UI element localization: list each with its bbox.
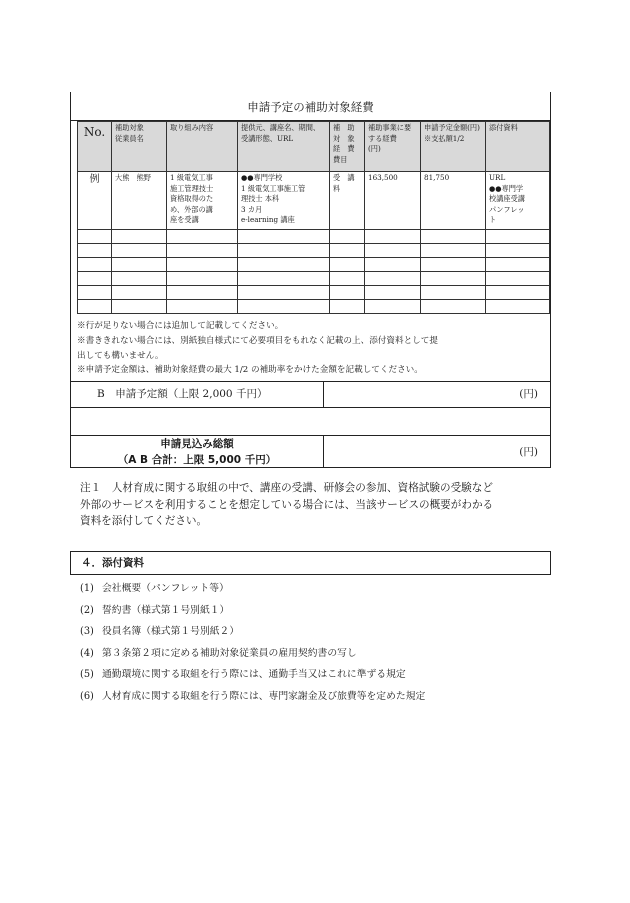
table-cell[interactable] [330,286,365,300]
b-amount-field[interactable]: (円) [519,388,538,400]
table-cell[interactable] [421,272,486,286]
table-cell[interactable] [421,258,486,272]
table-cell[interactable] [238,244,330,258]
note-line: ※書ききれない場合には、別紙独自様式にて必要項目をもれなく記載の上、添付資料として提 [77,336,438,346]
table-cell[interactable] [167,272,238,286]
table-cell[interactable] [238,258,330,272]
list-item: (5) 通勤環境に関する取組を行う際には、通勤手当又はこれに準ずる規定 [80,669,406,680]
table-cell[interactable] [421,230,486,244]
table-cell[interactable] [486,272,550,286]
table-cell[interactable] [78,258,112,272]
table-cell[interactable] [486,286,550,300]
table-cell[interactable] [78,230,112,244]
table-cell[interactable] [365,300,421,314]
example-no: 例 [78,172,112,230]
table-cell[interactable] [238,272,330,286]
attachment-list [80,578,550,707]
table-cell[interactable] [365,286,421,300]
example-provider: ●●専門学校 1 級電気工事施工管 理技士 本科 3 カ月 e-learning 講座 [238,172,330,230]
table-cell[interactable] [486,244,550,258]
list-item: (1) 会社概要（パンフレット等） [80,583,229,594]
example-row [78,172,550,230]
table-cell[interactable] [365,244,421,258]
table-cell[interactable] [167,300,238,314]
table-row[interactable] [78,258,550,272]
table-cell[interactable] [421,286,486,300]
table-cell[interactable] [486,300,550,314]
header-project-cost: 補助事業に要する経費 (円) [365,122,421,172]
table-row[interactable] [78,244,550,258]
list-item: (6) 人材育成に関する取組を行う際には、専門家謝金及び旅費等を定めた規定 [80,690,426,702]
table-cell[interactable] [78,244,112,258]
example-project-cost: 163,500 [365,172,421,230]
table-cell[interactable] [112,230,167,244]
divider [71,407,550,408]
header-content: 取り組み内容 [167,122,238,172]
table-row[interactable] [78,286,550,300]
total-limit-label: （A B 合計：上限 5,000 千円） [117,454,277,466]
header-expense-item: 補 助 対 象 経 費 費目 [330,122,365,172]
list-item: (4) 第３条第２項に定める補助対象従業員の雇用契約書の写し [80,647,357,659]
b-amount-label: B 申請予定額（上限 2,000 千円） [97,388,268,400]
total-label: 申請見込み総額 [160,438,234,450]
note-line: ※行が足りない場合には追加して記載してください。 [77,321,284,331]
footnote-line: 外部のサービスを利用することを想定している場合には、当該サービスの概要がわかる [80,498,494,511]
example-content: 1 級電気工事 施工管理技士 資格取得のた め、外部の講 座を受講 [167,172,238,230]
table-cell[interactable] [330,230,365,244]
footnote-line: 資料を添付してください。 [80,515,208,527]
header-planned-amount: 申請予定金額(円) ※支払額1/2 [421,122,486,172]
example-attachment: URL ●●専門学 校講座受講 パンフレッ ト [486,172,550,230]
table-cell[interactable] [112,258,167,272]
table-cell[interactable] [421,244,486,258]
example-expense-item: 受 講 料 [330,172,365,230]
table-header-row [78,122,550,172]
table-cell[interactable] [167,244,238,258]
table-cell[interactable] [238,300,330,314]
table-cell[interactable] [112,286,167,300]
header-attachment: 添付資料 [486,122,550,172]
table-row[interactable] [78,300,550,314]
expense-table [77,121,550,314]
table-cell[interactable] [486,258,550,272]
footnote [80,480,550,530]
table-cell[interactable] [365,230,421,244]
list-item: (2) 誓約書（様式第１号別紙１） [80,604,230,616]
section-title: 申請予定の補助対象経費 [71,93,550,121]
example-planned-amount: 81,750 [421,172,486,230]
table-cell[interactable] [238,230,330,244]
table-cell[interactable] [112,272,167,286]
header-no: No. [78,122,112,172]
table-cell[interactable] [421,300,486,314]
table-cell[interactable] [78,300,112,314]
header-employee: 補助対象 従業員名 [112,122,167,172]
table-cell[interactable] [486,230,550,244]
example-employee: 大熊 熊野 [112,172,167,230]
table-cell[interactable] [78,286,112,300]
header-provider: 提供元、講座名、期間、受講形態、URL [238,122,330,172]
table-cell[interactable] [365,272,421,286]
table-cell[interactable] [330,244,365,258]
table-cell[interactable] [78,272,112,286]
table-cell[interactable] [330,300,365,314]
section4-heading: ４．添付資料 [70,551,551,575]
list-item: (3) 役員名簿（様式第１号別紙２） [80,626,240,637]
table-cell[interactable] [365,258,421,272]
footnote-line: 注１ 人材育成に関する取組の中で、講座の受講、研修会の参加、資格試験の受験など [80,482,493,494]
table-row[interactable] [78,230,550,244]
total-amount-field[interactable]: (円) [519,446,538,458]
table-cell[interactable] [330,272,365,286]
note-line: ※申請予定金額は、補助対象経費の最大 1/2 の補助率をかけた金額を記載してください。 [77,365,423,375]
table-cell[interactable] [167,230,238,244]
table-cell[interactable] [167,286,238,300]
table-cell[interactable] [330,258,365,272]
table-cell[interactable] [238,286,330,300]
table-cell[interactable] [112,300,167,314]
note-line: 出しても構いません。 [77,351,164,361]
table-cell[interactable] [167,258,238,272]
table-row[interactable] [78,272,550,286]
table-cell[interactable] [112,244,167,258]
